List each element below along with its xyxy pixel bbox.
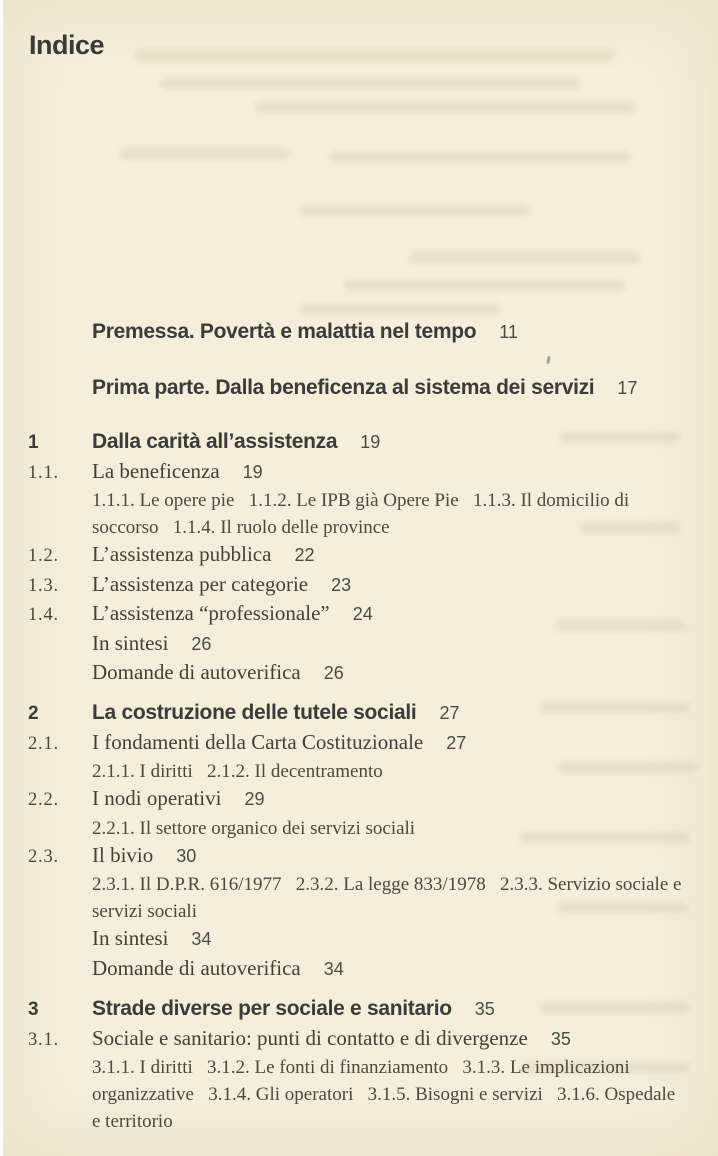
page-number: 23 (331, 574, 352, 595)
subsections-text: 3.1.1. I diritti 3.1.2. Le fonti di finanziamento 3.1.3. Le implicazioni organizzative 3.1.4. Gli operatori 3.1.5. Bisogni e servizi 3.1.6. Ospedale e territorio (92, 1057, 680, 1132)
chapter-number: 1 (28, 432, 39, 453)
page-number: 11 (499, 322, 518, 342)
toc-entry (28, 925, 718, 955)
entry-cell (92, 925, 682, 955)
entry-title: In sintesi (92, 630, 169, 655)
page-number: 29 (244, 789, 265, 809)
entry-title: Premessa. Povertà e malattia nel tempo (92, 320, 477, 343)
entry-number: 1.1. (28, 462, 59, 483)
entry-title: I fondamenti della Carta Costituzionale (92, 729, 424, 754)
bleed-mark (160, 78, 580, 89)
bleed-mark (410, 252, 640, 263)
bleed-mark (120, 148, 290, 159)
entry-number: 2.2. (28, 790, 59, 810)
front-matter-block (0, 374, 718, 404)
chapter-block (0, 995, 718, 1135)
page-number: 34 (191, 929, 212, 949)
toc-entry (28, 630, 718, 660)
toc-entry (28, 729, 718, 759)
toc-entry (28, 1025, 718, 1055)
entry-cell (92, 842, 682, 872)
chapter-header (28, 428, 718, 458)
toc-entry (28, 659, 718, 689)
subsections-text: 2.3.1. Il D.P.R. 616/1977 2.3.2. La legge 833/1978 2.3.3. Servizio sociale e servizi sociali (92, 874, 687, 922)
entry-cell (92, 571, 682, 601)
page-number: 30 (176, 845, 197, 866)
entry-cell (92, 1025, 682, 1055)
page-number: 22 (294, 545, 315, 565)
chapter-block (0, 428, 718, 689)
entry-title: Prima parte. Dalla beneficenza al sistema dei servizi (92, 376, 595, 399)
bleed-mark (330, 152, 630, 163)
entry-cell (92, 785, 682, 815)
page-number: 24 (352, 604, 373, 624)
toc-entry (28, 842, 718, 872)
toc-entry (28, 541, 718, 571)
entry-title: Domande di autoverifica (92, 660, 301, 684)
chapter-block (0, 699, 718, 984)
bleed-mark (300, 205, 530, 216)
page-number: 35 (474, 999, 495, 1019)
entry-title: Domande di autoverifica (92, 955, 301, 980)
entry-cell (92, 699, 682, 729)
entry-cell (92, 458, 682, 488)
toc-subsections (28, 815, 718, 842)
page-number: 19 (360, 432, 381, 452)
entry-title: Sociale e sanitario: punti di contatto e di divergenze (92, 1025, 528, 1050)
entry-title: L’assistenza “professionale” (92, 601, 330, 625)
chapter-title: La costruzione delle tutele sociali (92, 701, 417, 724)
entry-cell (92, 630, 682, 660)
toc-entry (28, 600, 718, 630)
entry-title: La beneficenza (92, 458, 220, 483)
entry-number: 1.2. (28, 546, 59, 566)
page-number: 17 (617, 378, 638, 398)
bleed-mark (135, 50, 615, 61)
chapter-number: 3 (28, 999, 39, 1020)
entry-number: 1.3. (28, 575, 59, 596)
toc-subsections (28, 871, 718, 925)
page-number: 27 (439, 703, 460, 723)
chapter-title: Dalla carità all’assistenza (92, 430, 338, 453)
toc-entry (28, 374, 718, 404)
subsections-text: 2.2.1. Il settore organico dei servizi sociali (92, 817, 416, 839)
toc-entry (28, 955, 718, 985)
page-number: 26 (191, 633, 212, 654)
bleed-mark (300, 304, 500, 315)
entry-title: In sintesi (92, 926, 169, 950)
entry-title: L’assistenza pubblica (92, 542, 272, 566)
page-number: 35 (550, 1028, 571, 1049)
entry-title: I nodi operativi (92, 786, 222, 810)
entry-number: 1.4. (28, 605, 59, 625)
toc-entry (28, 318, 718, 348)
entry-number: 2.3. (28, 846, 59, 867)
entry-number: 3.1. (28, 1029, 59, 1050)
chapter-header (28, 699, 718, 729)
entry-cell (92, 318, 682, 348)
page-number: 26 (323, 663, 344, 683)
entry-title: Il bivio (92, 842, 154, 867)
entry-cell (92, 541, 682, 571)
chapter-number: 2 (28, 703, 39, 724)
entry-title: L’assistenza per categorie (92, 571, 309, 596)
chapter-header (28, 995, 718, 1025)
subsections-text: 1.1.1. Le opere pie 1.1.2. Le IPB già Opere Pie 1.1.3. Il domicilio di soccorso 1.1.4. Il ruolo delle province (92, 490, 634, 538)
entry-cell (92, 600, 682, 630)
toc-entry (28, 785, 718, 815)
toc-subsections (28, 487, 718, 541)
bleed-mark (255, 102, 635, 113)
entry-cell (92, 659, 682, 689)
toc-subsections (28, 758, 718, 785)
toc-entry (28, 571, 718, 601)
bleed-mark (345, 280, 625, 291)
page-number: 19 (242, 461, 263, 482)
entry-number: 2.1. (28, 733, 59, 754)
entry-cell (92, 995, 682, 1025)
chapter-title: Strade diverse per sociale e sanitario (92, 997, 452, 1020)
toc-entry (28, 458, 718, 488)
subsections-text: 2.1.1. I diritti 2.1.2. Il decentramento (92, 761, 383, 782)
page-number: 34 (323, 958, 344, 979)
front-matter-block (0, 318, 718, 348)
entry-cell (92, 729, 682, 759)
entry-cell (92, 955, 682, 985)
toc-subsections (28, 1054, 718, 1135)
page-title: Indice (29, 30, 105, 61)
page-number: 27 (446, 732, 467, 753)
entry-cell (92, 428, 682, 458)
entry-cell (92, 374, 682, 404)
